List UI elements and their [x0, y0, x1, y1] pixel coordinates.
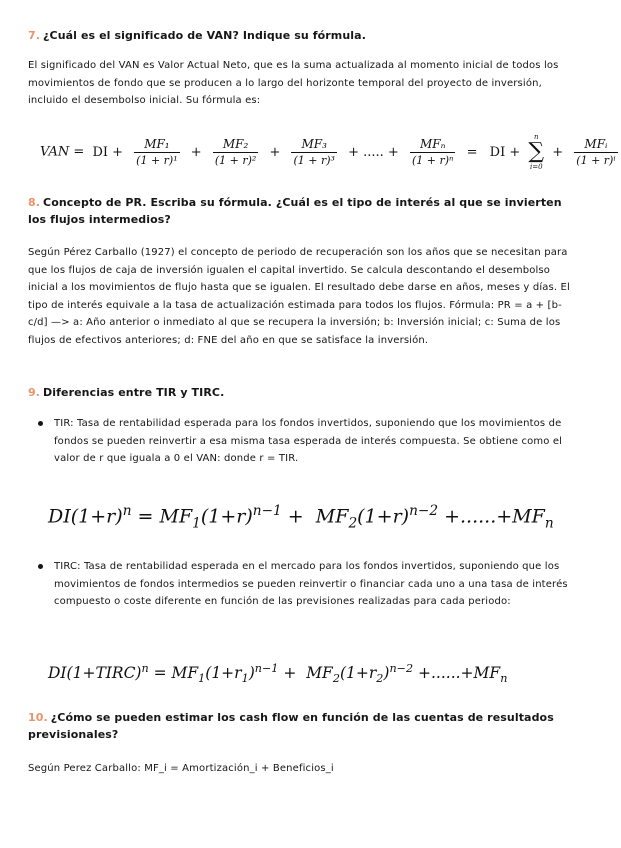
q10-heading — [28, 709, 576, 743]
bullet-icon — [38, 421, 43, 426]
q7-paragraph: El significado del VAN es Valor Actual Neto, que es la suma actualizada al momento inicial de todos los movimientos de fondo que se producen a lo largo del horizonte temporal del proyecto de inversión, incluido el desembolso inicial. Su fórmula es: — [28, 60, 559, 106]
q8-number: 8. — [28, 196, 41, 209]
summation-symbol: n ∑ i=0 — [528, 133, 545, 171]
van-di-2: DI + — [489, 144, 521, 160]
q10-paragraph: Según Perez Carballo: MF_i = Amortización_i + Beneficios_i — [28, 763, 334, 774]
q8-heading — [28, 194, 576, 228]
q9-heading — [28, 384, 576, 401]
tir-bullet — [38, 415, 576, 471]
q8-paragraph: Según Pérez Carballo (1927) el concepto de periodo de recuperación son los años que se necesitan para que los flujos de caja de inversión igualen el capital invertido. Se calcula descontando el desembolso inicial a los movimientos de flujo hasta que se igualen. El resultado debe darse en años, meses y días. El tipo de interés equivale a la tasa de actualización estimada para todos los flujos. Fórmula: PR = a + [b-c/d] —> a: Año anterior o inmediato al que se recupera la inversión; b: Inversión inicial; c: Suma de los flujos de efectivos anteriores; d: FNE del año en que se satisface la inversión. — [28, 247, 570, 346]
tir-text: TIR: Tasa de rentabilidad esperada para los fondos invertidos, suponiendo que los movimientos de fondos se pueden reinvertir a esa misma tasa esperada de interés compuesta. Se obtiene como el valor de r que iguala a 0 el VAN: donde r = TIR. — [54, 418, 563, 464]
van-di: DI + — [92, 144, 124, 160]
van-term-1: $\frac{\text{MF₁}}{\text{(1 + r)¹}}$ — [136, 136, 178, 167]
q7-heading — [28, 27, 576, 44]
tirc-bullet — [38, 558, 576, 630]
q10-number: 10. — [28, 711, 48, 724]
q10-title: ¿Cómo se pueden estimar los cash flow en función de las cuentas de resultados previsionales? — [28, 711, 554, 741]
van-formula: VAN = DI + $\frac{\text{MF₁}}{\text{(1 + r)¹}}$ + $\frac{\text{MF₂}}{\text{(1 + r)²}}$ + $\frac{\text{MF₃}}{\text{(1 + r)³}}$ + ..... + MFₙ (1 + r)ⁿ = DI + n ∑ i=0 + MFᵢ (1 + r)ⁱ — [40, 133, 616, 171]
van-term-i: MFᵢ (1 + r)ⁱ — [576, 136, 616, 167]
van-dots: + ..... + — [348, 144, 399, 160]
bullet-icon — [38, 564, 43, 569]
q8-title: Concepto de PR. Escriba su fórmula. ¿Cuál es el tipo de interés al que se invierten los flujos intermedios? — [28, 196, 562, 226]
q9-title: Diferencias entre TIR y TIRC. — [43, 386, 225, 399]
tirc-formula: DI(1+TIRC)$^n$ = $MF_1(1+r_1)^{n-1} + MF_2(1+r_2)^{n-2} +......+MF_n$ — [48, 662, 508, 686]
q9-number: 9. — [28, 386, 41, 399]
q7-title: ¿Cuál es el significado de VAN? Indique su fórmula. — [43, 29, 366, 42]
van-term-n: MFₙ (1 + r)ⁿ — [411, 136, 454, 167]
van-lhs: VAN = — [40, 144, 85, 160]
van-equals: = — [466, 144, 478, 160]
van-term-2: $\frac{\text{MF₂}}{\text{(1 + r)²}}$ — [214, 136, 257, 167]
q7-number: 7. — [28, 29, 41, 42]
van-term-3: $\frac{\text{MF₃}}{\text{(1 + r)³}}$ — [293, 136, 335, 167]
tirc-text: TIRC: Tasa de rentabilidad esperada en el mercado para los fondos invertidos, suponiendo que los movimientos de fondos intermedios se pueden reinvertir o financiar cada uno a una tasa de interés compuesto o coste diferente en función de las previsiones realizadas para cada periodo: — [54, 561, 568, 607]
tir-formula: $DI(1+r)^n = MF_1(1+r)^{n-1} + MF_2(1+r)^{n-2} +......+MF_n$ — [48, 503, 554, 532]
